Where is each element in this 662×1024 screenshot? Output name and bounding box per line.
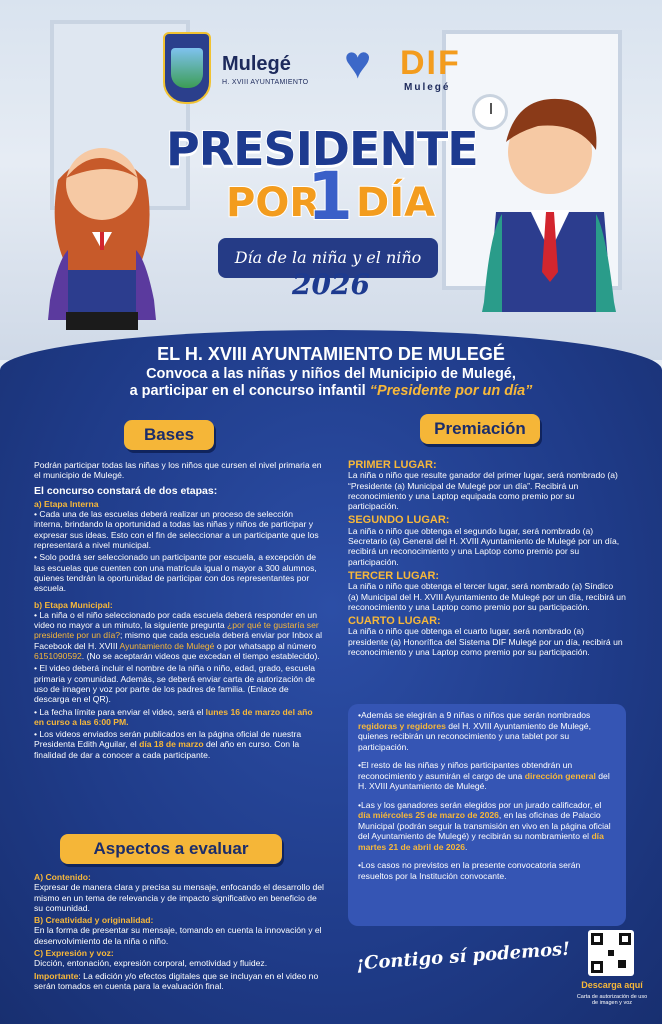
dif-name: DIF bbox=[400, 44, 461, 82]
note-direccion bbox=[358, 760, 616, 792]
n3-pre: •Las y los ganadores serán elegidos por un jurado calificador, el bbox=[358, 799, 602, 810]
primer-lugar-text: La niña o niño que resulte ganador del primer lugar, será nombrado (a) “Presidente (a) Municipal de Mulegé por un día”. Recibirá un reconocimiento y una Laptop equipada como premio por su participación. bbox=[348, 470, 618, 512]
primer-lugar-title: PRIMER LUGAR: bbox=[348, 459, 437, 471]
etapa-interna-2: • Solo podrá ser seleccionado un participante por escuela, a excepción de las escuelas que cuenten con una matrícula igual o mayor a 300 alumnos, quienes tendrán la oportunidad de participar con dos representantes por escuela. bbox=[34, 552, 317, 594]
municipio-name: Mulegé bbox=[222, 53, 291, 75]
girl-illustration bbox=[38, 120, 168, 330]
intro-highlight: “Presidente por un día” bbox=[369, 383, 533, 399]
n1-post: del H. XVIII Ayuntamiento de Mulegé, quienes recibirán un reconocimiento y una tablet por su participación. bbox=[358, 720, 591, 752]
dif-heart-icon: ♥ bbox=[344, 36, 372, 88]
tercer-lugar-title: TERCER LUGAR: bbox=[348, 569, 440, 582]
b3-pre: • La fecha límite para enviar el video, será el bbox=[34, 706, 206, 717]
bases-stages-title: El concurso constará de dos etapas: bbox=[34, 484, 218, 497]
n3-highlight: día miércoles 25 de marzo de 2026 bbox=[358, 810, 499, 820]
title-uno: 1 bbox=[307, 158, 353, 235]
expresion-text: Dicción, entonación, expresión corporal, emotividad y fluidez. bbox=[34, 958, 268, 969]
b1-question: ¿por qué te gustaría ser presidente por un día? bbox=[34, 620, 319, 641]
intro-line1: Convoca a las niñas y niños del Municipio de Mulegé, bbox=[146, 366, 516, 382]
n2-pre: •El resto de las niñas y niños participantes obtendrán un reconocimiento y asumirán el cargo de una bbox=[358, 760, 573, 781]
slogan: ¡Contigo sí podemos! bbox=[355, 938, 571, 975]
etapa-municipal-2: • El video deberá incluir el nombre de la niña o niño, edad, grado, escuela primaria y comunidad. Además, se deberá enviar carta de autorización de uso de imagen y voz por parte de los padres de familia. (Enlace de descarga en el QR). bbox=[34, 663, 316, 705]
b4-pre: • Los videos enviados serán publicados en la página oficial de nuestra Presidenta Edith Aguilar, el bbox=[34, 729, 302, 750]
bases-p1: Podrán participar todas las niñas y los niños que cursen el nivel primaria en el municipio de Mulegé. bbox=[34, 460, 322, 481]
municipio-sub: H. XVIII AYUNTAMIENTO bbox=[222, 79, 309, 86]
cuarto-lugar-title: CUARTO LUGAR: bbox=[348, 615, 441, 628]
b1-post: . (No se aceptarán videos que excedan el tiempo establecido). bbox=[81, 651, 320, 662]
note-regidores bbox=[358, 710, 616, 752]
b4-date: día 18 de marzo bbox=[139, 739, 204, 750]
intro-subheading bbox=[60, 366, 602, 400]
segundo-lugar-title: SEGUNDO LUGAR: bbox=[348, 514, 450, 527]
premiacion-label: Premiación bbox=[420, 414, 540, 444]
contenido-title: A) Contenido: bbox=[34, 872, 91, 882]
premiacion-column bbox=[348, 456, 626, 659]
importante-body: : La edición y/o efectos digitales que se incluyan en el video no serán tomados en cuenta para la evaluación final. bbox=[34, 970, 319, 991]
n2-highlight: dirección general bbox=[524, 770, 596, 781]
title-presidente: PRESIDENTE bbox=[166, 122, 478, 176]
b3-date: lunes 16 de marzo del año en curso a las 6:00 PM. bbox=[34, 706, 313, 727]
notes-box bbox=[348, 704, 626, 926]
expresion-title: C) Expresión y voz: bbox=[34, 948, 114, 959]
boy-illustration bbox=[478, 82, 618, 312]
b4-post: del año en curso. Con la finalidad de dar a conocer a cada participante. bbox=[34, 739, 300, 760]
bases-column bbox=[34, 460, 324, 762]
title-dia: DÍA bbox=[356, 180, 436, 226]
segundo-lugar-text: La niña o niño que obtenga el segundo lugar, será nombrado (a) Secretario (a) General del H. XVIII Ayuntamiento de Mulegé por un día, recibirá un reconocimiento y una Laptop como premio por su participación. bbox=[348, 525, 620, 567]
note-jurado bbox=[358, 800, 616, 853]
intro-line2: a participar en el concurso infantil bbox=[129, 383, 370, 399]
municipio-shield-logo bbox=[163, 32, 211, 104]
etapa-municipal-title: b) Etapa Municipal: bbox=[34, 599, 113, 610]
b1-mid: ; mismo que cada escuela deberá enviar por Inbox al Facebook del H. XVIII bbox=[34, 630, 323, 651]
b1-phone: 6151090592 bbox=[34, 651, 82, 662]
n3-highlight2: día martes 21 de abril de 2026 bbox=[358, 831, 604, 852]
etapa-interna-title: a) Etapa Interna bbox=[34, 498, 99, 509]
importante-text bbox=[34, 971, 324, 992]
n3-mid: , en las oficinas de Palacio Municipal (podrán seguir la transmisión en vivo en la página oficial del Ayuntamiento de Mulegé) y recibirán su nombramiento el bbox=[358, 810, 611, 841]
aspectos-column bbox=[34, 872, 324, 993]
n3-post: . bbox=[465, 841, 468, 852]
qr-download-label[interactable]: Descarga aquí bbox=[581, 980, 643, 990]
creatividad-title: B) Creatividad y originalidad: bbox=[34, 915, 154, 926]
etapa-municipal-1 bbox=[34, 610, 324, 661]
tercer-lugar-text: La niña o niño que obtenga el tercer lugar, será nombrado (a) Síndico (a) Municipal del H. XVIII Ayuntamiento de Mulegé por un día, recibirá un reconocimiento y una Laptop como premio por su participación. bbox=[348, 581, 626, 612]
n1-highlight: regidoras y regidores bbox=[358, 720, 446, 731]
intro-heading: EL H. XVIII AYUNTAMIENTO DE MULEGÉ bbox=[157, 344, 505, 364]
etapa-municipal-3 bbox=[34, 707, 324, 728]
title-por: POR bbox=[226, 180, 321, 226]
n1-pre: •Además se elegirán a 9 niñas o niños que serán nombrados bbox=[358, 710, 591, 720]
bases-label: Bases bbox=[124, 420, 214, 450]
creatividad-text: En la forma de presentar su mensaje, tomando en cuenta la innovación y el desenvolvimiento de la niña o niño. bbox=[34, 925, 322, 946]
b1-facebook: Ayuntamiento de Mulegé bbox=[119, 640, 215, 651]
importante-label: Importante bbox=[34, 970, 79, 981]
title-year: 2026 bbox=[292, 268, 370, 301]
dif-sub: Mulegé bbox=[404, 82, 451, 93]
title-ribbon: Día de la niña y el niño bbox=[218, 238, 438, 278]
contenido-text: Expresar de manera clara y precisa su mensaje, enfocando el desarrollo del mismo en un tema de relevancia y de impacto significativo en beneficio de su comunidad. bbox=[34, 882, 324, 913]
qr-sub-label: Carta de autorización de uso de imagen y voz bbox=[576, 994, 648, 1006]
b1-mid2: o por whatsapp al número bbox=[214, 640, 317, 651]
n2-post: del H. XVIII Ayuntamiento de Mulegé. bbox=[358, 770, 610, 791]
etapa-interna-1: • Cada una de las escuelas deberá realizar un proceso de selección interna, brindando la oportunidad a todas las niñas y niños de participar y expresar sus ideas. Esto con el fin de seleccionar a un participante que los representará a nivel municipal. bbox=[34, 509, 319, 551]
etapa-municipal-4 bbox=[34, 729, 324, 760]
b1-pre: • La niña o el niño seleccionado por cada escuela deberá responder en un video no mayor a un minuto, la siguiente pregunta bbox=[34, 609, 317, 631]
aspectos-label: Aspectos a evaluar bbox=[60, 834, 282, 864]
cuarto-lugar-text: La niña o niño que obtenga el cuarto lugar, será nombrado (a) presidente (a) Honorífica del Sistema DIF Mulegé por un día, recibirá un reconocimiento y una Laptop como premio por su participación. bbox=[348, 626, 623, 658]
qr-code-icon[interactable] bbox=[588, 930, 634, 976]
note-casos: •Los casos no previstos en la presente convocatoria serán resueltos por la Institución convocante. bbox=[358, 860, 581, 881]
